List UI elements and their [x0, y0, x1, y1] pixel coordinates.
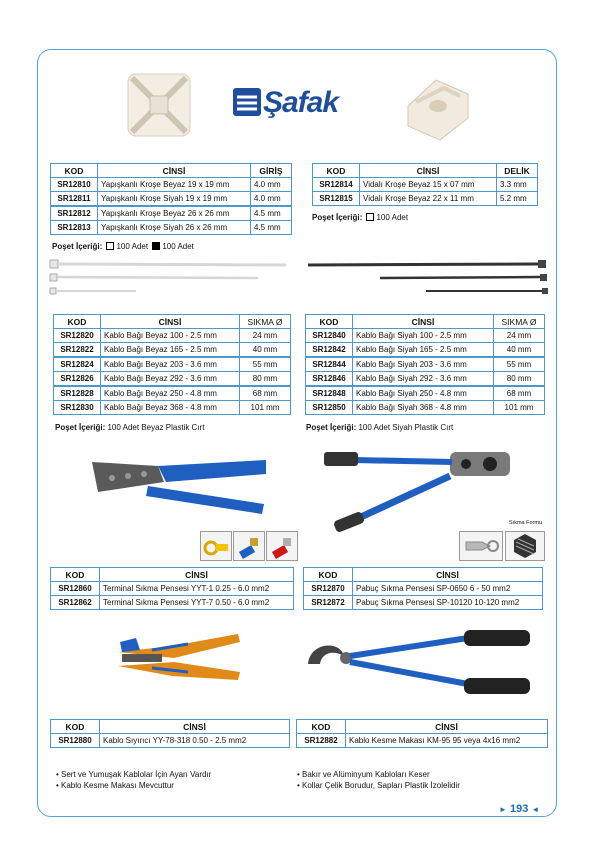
row-desc: Kablo Bağı Beyaz 250 - 4.8 mm: [101, 386, 240, 401]
col-header-type: CİNSİ: [353, 315, 494, 329]
row-value: 40 mm: [240, 343, 291, 358]
row-value: 68 mm: [494, 386, 545, 401]
row-value: 4.0 mm: [251, 192, 292, 207]
note-label: Poşet İçeriği:: [52, 242, 103, 251]
row-desc: Kablo Bağı Beyaz 100 - 2.5 mm: [101, 329, 240, 343]
red-terminal-thumb: [266, 531, 298, 561]
table-row: [51, 734, 290, 748]
cable-cutter-image: [300, 620, 536, 704]
col-header-code: KOD: [313, 164, 360, 178]
row-code: SR12830: [54, 401, 101, 415]
row-code: SR12840: [306, 329, 353, 343]
row-value: 101 mm: [240, 401, 291, 415]
row-code: SR12880: [51, 734, 100, 748]
table-row: [51, 192, 292, 207]
black-cable-ties-image: [306, 258, 550, 298]
row-code: SR12810: [51, 178, 98, 192]
col-header-diameter: SIKMA Ø: [240, 315, 291, 329]
feature-item: • Kollar Çelik Borudur, Sapları Plastik İzolelidir: [297, 781, 460, 790]
table-row: [51, 206, 292, 221]
cable-lug-thumb: [459, 531, 503, 561]
stripper-features: [56, 769, 211, 791]
row-desc: Pabuç Sıkma Pensesi SP-10120 10-120 mm2: [353, 596, 543, 610]
package-note-3: [55, 423, 204, 432]
wire-stripper-table: [50, 719, 290, 748]
left-triangle-icon: ◄: [531, 805, 540, 814]
cutter-features: [297, 769, 460, 791]
row-desc: Kablo Bağı Beyaz 368 - 4.8 mm: [101, 401, 240, 415]
table-row: [313, 192, 538, 206]
row-value: 24 mm: [240, 329, 291, 343]
col-header-type: CİNSİ: [346, 720, 548, 734]
screw-mount-image: [398, 66, 478, 144]
col-header-type: CİNSİ: [353, 568, 543, 582]
col-header-hole: DELİK: [497, 164, 538, 178]
table-row: [51, 582, 294, 596]
table-row: [304, 596, 543, 610]
page-number: [499, 803, 539, 815]
row-desc: Pabuç Sıkma Pensesi SP-0650 6 - 50 mm2: [353, 582, 543, 596]
row-value: 68 mm: [240, 386, 291, 401]
col-header-code: KOD: [306, 315, 353, 329]
row-desc: Yapışkanlı Kroşe Beyaz 26 x 26 mm: [98, 206, 251, 221]
crimp-shape-caption: Sıkma Formu: [509, 520, 543, 526]
white-cable-ties-image: [48, 258, 288, 298]
note-label: Poşet İçeriği:: [55, 423, 106, 432]
row-desc: Kablo Bağı Siyah 100 - 2.5 mm: [353, 329, 494, 343]
row-code: SR12842: [306, 343, 353, 358]
row-value: 55 mm: [240, 357, 291, 372]
row-code: SR12826: [54, 372, 101, 387]
row-value: 5.2 mm: [497, 192, 538, 206]
col-header-code: KOD: [51, 568, 100, 582]
row-desc: Vidalı Kroşe Beyaz 15 x 07 mm: [360, 178, 497, 192]
row-desc: Kablo Bağı Beyaz 292 - 3.6 mm: [101, 372, 240, 387]
package-note-2: [312, 213, 408, 222]
row-code: SR12811: [51, 192, 98, 207]
row-desc: Kablo Bağı Beyaz 165 - 2.5 mm: [101, 343, 240, 358]
col-header-type: CİNSİ: [360, 164, 497, 178]
table-row: [313, 178, 538, 192]
feature-item: • Kablo Kesme Makası Mevcuttur: [56, 781, 174, 790]
col-header-size: GİRİŞ: [251, 164, 292, 178]
table-row: [306, 357, 545, 372]
crimp-form-thumb: [505, 531, 545, 561]
table-row: [306, 329, 545, 343]
note-value-black: 100 Adet: [162, 242, 194, 251]
row-desc: Yapışkanlı Kroşe Siyah 19 x 19 mm: [98, 192, 251, 207]
row-code: SR12815: [313, 192, 360, 206]
table-row: [51, 178, 292, 192]
row-code: SR12813: [51, 221, 98, 235]
table-row: [306, 401, 545, 415]
table-row: [297, 734, 548, 748]
row-code: SR12860: [51, 582, 100, 596]
row-code: SR12812: [51, 206, 98, 221]
brand-name: Şafak: [263, 86, 339, 119]
terminal-crimper-image: [88, 452, 270, 518]
row-code: SR12844: [306, 357, 353, 372]
wire-stripper-image: [112, 628, 248, 690]
row-value: 4.5 mm: [251, 206, 292, 221]
lug-crimper-image: [320, 446, 530, 536]
col-header-type: CİNSİ: [101, 315, 240, 329]
row-value: 101 mm: [494, 401, 545, 415]
terminal-crimper-table: [50, 567, 294, 610]
row-desc: Yapışkanlı Kroşe Siyah 26 x 26 mm: [98, 221, 251, 235]
note-value: 100 Adet: [376, 213, 409, 222]
adhesive-mount-table: [50, 163, 292, 235]
row-desc: Kablo Bağı Siyah 292 - 3.6 mm: [353, 372, 494, 387]
brand-mark-icon: [233, 88, 261, 116]
row-code: SR12850: [306, 401, 353, 415]
table-row: [54, 386, 291, 401]
black-square-icon: [152, 242, 160, 250]
white-square-icon: [366, 213, 374, 221]
package-note-4: [306, 423, 453, 432]
row-value: 55 mm: [494, 357, 545, 372]
note-value: 100 Adet Siyah Plastik Cırt: [358, 423, 454, 432]
row-code: SR12872: [304, 596, 353, 610]
table-row: [54, 372, 291, 387]
page-number-text: 193: [509, 803, 529, 815]
adhesive-mount-image: [120, 68, 200, 144]
row-desc: Vidalı Kroşe Beyaz 22 x 11 mm: [360, 192, 497, 206]
white-square-icon: [106, 242, 114, 250]
row-desc: Terminal Sıkma Pensesi YYT-7 0.50 - 6.0 mm2: [100, 596, 294, 610]
row-code: SR12822: [54, 343, 101, 358]
brand-logo: [233, 86, 361, 118]
row-value: 24 mm: [494, 329, 545, 343]
note-value: 100 Adet Beyaz Plastik Cırt: [107, 423, 205, 432]
row-code: SR12870: [304, 582, 353, 596]
row-desc: Kablo Sıyırıcı YY-78-318 0.50 - 2.5 mm2: [100, 734, 290, 748]
col-header-type: CİNSİ: [100, 568, 294, 582]
lug-crimper-table: [303, 567, 543, 610]
feature-item: • Sert ve Yumuşak Kablolar İçin Ayarı Vardır: [56, 770, 212, 779]
table-row: [304, 582, 543, 596]
row-desc: Kablo Kesme Makası KM-95 95 veya 4x16 mm2: [346, 734, 548, 748]
col-header-type: CİNSİ: [100, 720, 290, 734]
row-desc: Kablo Bağı Beyaz 203 - 3.6 mm: [101, 357, 240, 372]
screw-mount-table: [312, 163, 538, 206]
note-value-white: 100 Adet: [116, 242, 149, 251]
col-header-code: KOD: [51, 164, 98, 178]
ring-terminal-thumb: [200, 531, 232, 561]
row-desc: Kablo Bağı Siyah 368 - 4.8 mm: [353, 401, 494, 415]
row-code: SR12882: [297, 734, 346, 748]
row-code: SR12824: [54, 357, 101, 372]
col-header-diameter: SIKMA Ø: [494, 315, 545, 329]
row-code: SR12862: [51, 596, 100, 610]
col-header-code: KOD: [297, 720, 346, 734]
table-row: [54, 357, 291, 372]
row-value: 3.3 mm: [497, 178, 538, 192]
row-desc: Kablo Bağı Siyah 203 - 3.6 mm: [353, 357, 494, 372]
table-row: [306, 343, 545, 358]
row-desc: Kablo Bağı Siyah 250 - 4.8 mm: [353, 386, 494, 401]
row-value: 80 mm: [494, 372, 545, 387]
right-triangle-icon: ►: [499, 805, 507, 814]
col-header-code: KOD: [304, 568, 353, 582]
row-desc: Terminal Sıkma Pensesi YYT-1 0.25 - 6.0 mm2: [100, 582, 294, 596]
table-row: [306, 372, 545, 387]
note-label: Poşet İçeriği:: [306, 423, 357, 432]
white-tie-table: [53, 314, 291, 415]
blue-terminal-thumb: [233, 531, 265, 561]
row-code: SR12820: [54, 329, 101, 343]
row-code: SR12848: [306, 386, 353, 401]
row-value: 4.5 mm: [251, 221, 292, 235]
row-desc: Kablo Bağı Siyah 165 - 2.5 mm: [353, 343, 494, 358]
col-header-type: CİNSİ: [98, 164, 251, 178]
table-row: [54, 329, 291, 343]
table-row: [51, 596, 294, 610]
row-value: 40 mm: [494, 343, 545, 358]
col-header-code: KOD: [51, 720, 100, 734]
black-tie-table: [305, 314, 545, 415]
row-code: SR12814: [313, 178, 360, 192]
table-row: [306, 386, 545, 401]
col-header-code: KOD: [54, 315, 101, 329]
row-code: SR12828: [54, 386, 101, 401]
table-row: [51, 221, 292, 235]
package-note-1: [52, 242, 194, 251]
table-row: [54, 401, 291, 415]
table-row: [54, 343, 291, 358]
row-desc: Yapışkanlı Kroşe Beyaz 19 x 19 mm: [98, 178, 251, 192]
feature-item: • Bakır ve Alüminyum Kabloları Keser: [297, 770, 430, 779]
cable-cutter-table: [296, 719, 548, 748]
row-value: 4.0 mm: [251, 178, 292, 192]
note-label: Poşet İçeriği:: [312, 213, 363, 222]
row-code: SR12846: [306, 372, 353, 387]
row-value: 80 mm: [240, 372, 291, 387]
